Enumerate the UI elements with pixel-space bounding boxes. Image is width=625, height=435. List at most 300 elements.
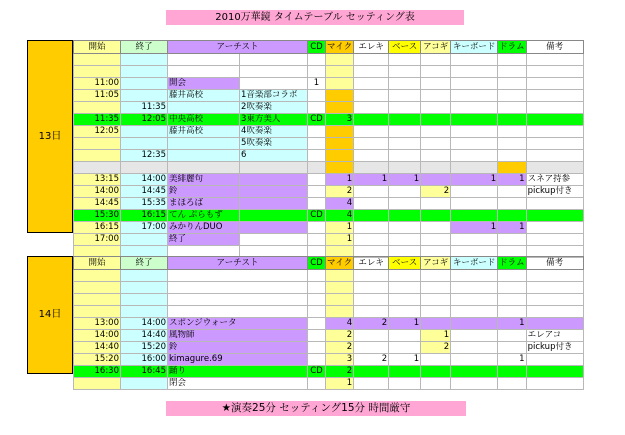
cell-electric[interactable] [354,378,389,390]
cell-bass[interactable] [389,54,421,66]
cell-drums[interactable] [498,330,526,342]
cell-electric[interactable] [354,222,389,234]
cell-electric[interactable] [354,330,389,342]
cell-notes[interactable] [526,198,583,210]
cell-artist[interactable] [168,66,240,78]
cell-start[interactable]: 15:20 [74,354,121,366]
cell-bass[interactable] [389,90,421,102]
cell-acoustic[interactable]: 2 [421,186,451,198]
cell-electric[interactable] [354,114,389,126]
cell-keyboard[interactable] [451,366,498,378]
cell-end[interactable]: 16:45 [121,366,168,378]
cell-drums[interactable] [498,210,526,222]
cell-acoustic[interactable] [421,162,451,174]
cell-artist[interactable]: kimagure.69 [168,354,308,366]
cell-end[interactable]: 12:35 [121,150,168,162]
cell-member[interactable]: 6 [240,150,308,162]
cell-start[interactable]: 14:40 [74,342,121,354]
cell-keyboard[interactable] [451,66,498,78]
cell-bass[interactable] [389,198,421,210]
cell-drums[interactable] [498,138,526,150]
cell-mic[interactable] [326,282,354,294]
cell-cd[interactable] [308,330,326,342]
cell-electric[interactable]: 1 [354,174,389,186]
cell-artist[interactable] [168,138,240,150]
cell-start[interactable]: 11:05 [74,90,121,102]
cell-mic[interactable] [326,102,354,114]
cell-end[interactable]: 16:15 [121,210,168,222]
cell-notes[interactable] [526,102,583,114]
cell-bass[interactable] [389,330,421,342]
cell-acoustic[interactable] [421,222,451,234]
cell-acoustic[interactable] [421,66,451,78]
cell-notes[interactable] [526,138,583,150]
cell-mic[interactable]: 2 [326,366,354,378]
cell-drums[interactable]: 1 [498,318,526,330]
cell-mic[interactable]: 3 [326,114,354,126]
cell-mic[interactable] [326,138,354,150]
cell-acoustic[interactable] [421,234,451,246]
cell-mic[interactable]: 4 [326,318,354,330]
cell-keyboard[interactable] [451,378,498,390]
cell-mic[interactable] [326,66,354,78]
cell-mic[interactable] [326,306,354,318]
cell-artist[interactable]: まほろば [168,198,240,210]
cell-drums[interactable] [498,54,526,66]
cell-drums[interactable] [498,282,526,294]
cell-cd[interactable] [308,90,326,102]
cell-member[interactable] [240,210,308,222]
cell-start[interactable] [74,162,121,174]
cell-acoustic[interactable] [421,318,451,330]
cell-start[interactable]: 11:00 [74,78,121,90]
cell-keyboard[interactable] [451,210,498,222]
cell-bass[interactable] [389,342,421,354]
cell-drums[interactable] [498,294,526,306]
cell-member[interactable]: 4吹奏楽 [240,126,308,138]
cell-acoustic[interactable] [421,366,451,378]
cell-acoustic[interactable] [421,210,451,222]
cell-member[interactable]: 5吹奏楽 [240,138,308,150]
cell-bass[interactable] [389,186,421,198]
cell-drums[interactable] [498,366,526,378]
cell-bass[interactable]: 1 [389,174,421,186]
cell-member[interactable] [240,66,308,78]
cell-bass[interactable] [389,102,421,114]
cell-start[interactable] [74,378,121,390]
cell-bass[interactable] [389,78,421,90]
cell-start[interactable]: 11:35 [74,114,121,126]
cell-electric[interactable] [354,282,389,294]
cell-start[interactable]: 14:00 [74,330,121,342]
cell-keyboard[interactable] [451,234,498,246]
cell-notes[interactable] [526,210,583,222]
cell-end[interactable] [121,138,168,150]
cell-notes[interactable] [526,354,583,366]
cell-acoustic[interactable] [421,306,451,318]
cell-notes[interactable] [526,306,583,318]
cell-bass[interactable]: 1 [389,354,421,366]
cell-start[interactable] [74,54,121,66]
cell-member[interactable] [240,186,308,198]
cell-acoustic[interactable] [421,114,451,126]
cell-electric[interactable] [354,54,389,66]
cell-member[interactable] [240,78,308,90]
cell-electric[interactable] [354,366,389,378]
cell-artist[interactable]: スポンジウォータ [168,318,308,330]
cell-drums[interactable] [498,126,526,138]
cell-cd[interactable]: 1 [308,78,326,90]
cell-electric[interactable] [354,78,389,90]
cell-notes[interactable] [526,222,583,234]
cell-acoustic[interactable] [421,354,451,366]
cell-keyboard[interactable] [451,270,498,282]
cell-keyboard[interactable] [451,162,498,174]
cell-end[interactable]: 17:00 [121,222,168,234]
cell-artist[interactable]: 藤井高校 [168,90,240,102]
cell-drums[interactable] [498,102,526,114]
cell-start[interactable] [74,282,121,294]
cell-artist[interactable]: 藤井高校 [168,126,240,138]
cell-electric[interactable] [354,150,389,162]
cell-end[interactable] [121,282,168,294]
cell-end[interactable]: 16:00 [121,354,168,366]
cell-electric[interactable] [354,270,389,282]
cell-start[interactable] [74,294,121,306]
cell-keyboard[interactable] [451,342,498,354]
cell-artist[interactable]: 中央高校 [168,114,240,126]
cell-start[interactable]: 16:30 [74,366,121,378]
cell-electric[interactable] [354,234,389,246]
cell-cd[interactable] [308,342,326,354]
cell-notes[interactable] [526,270,583,282]
cell-notes[interactable]: pickup付き [526,186,583,198]
cell-artist[interactable] [168,306,308,318]
cell-mic[interactable]: 3 [326,354,354,366]
cell-start[interactable]: 14:45 [74,198,121,210]
cell-mic[interactable]: 2 [326,342,354,354]
cell-acoustic[interactable] [421,90,451,102]
cell-keyboard[interactable] [451,102,498,114]
cell-bass[interactable] [389,378,421,390]
cell-bass[interactable] [389,294,421,306]
cell-drums[interactable] [498,378,526,390]
cell-end[interactable] [121,66,168,78]
cell-end[interactable]: 14:00 [121,174,168,186]
cell-cd[interactable]: CD [308,210,326,222]
cell-cd[interactable] [308,222,326,234]
cell-electric[interactable] [354,198,389,210]
cell-electric[interactable] [354,126,389,138]
cell-keyboard[interactable] [451,150,498,162]
cell-drums[interactable] [498,78,526,90]
cell-notes[interactable] [526,366,583,378]
cell-end[interactable]: 12:05 [121,114,168,126]
cell-drums[interactable] [498,234,526,246]
cell-artist[interactable]: 開会 [168,78,240,90]
cell-end[interactable] [121,126,168,138]
cell-mic[interactable] [326,54,354,66]
cell-cd[interactable]: CD [308,114,326,126]
cell-drums[interactable] [498,114,526,126]
cell-end[interactable]: 14:45 [121,186,168,198]
cell-cd[interactable] [308,306,326,318]
cell-keyboard[interactable] [451,114,498,126]
cell-artist[interactable] [168,294,308,306]
cell-start[interactable] [74,138,121,150]
cell-end[interactable] [121,378,168,390]
cell-drums[interactable]: 1 [498,222,526,234]
cell-keyboard[interactable] [451,306,498,318]
cell-mic[interactable]: 1 [326,174,354,186]
cell-artist[interactable]: 風物師 [168,330,308,342]
cell-acoustic[interactable] [421,270,451,282]
cell-notes[interactable] [526,90,583,102]
cell-bass[interactable] [389,222,421,234]
cell-drums[interactable] [498,270,526,282]
cell-drums[interactable]: 1 [498,354,526,366]
cell-member[interactable] [240,54,308,66]
cell-notes[interactable] [526,162,583,174]
cell-keyboard[interactable] [451,198,498,210]
cell-acoustic[interactable] [421,294,451,306]
cell-end[interactable] [121,78,168,90]
cell-start[interactable]: 15:30 [74,210,121,222]
cell-acoustic[interactable] [421,126,451,138]
cell-notes[interactable]: pickup付き [526,342,583,354]
cell-keyboard[interactable] [451,186,498,198]
cell-acoustic[interactable] [421,378,451,390]
cell-drums[interactable] [498,198,526,210]
cell-notes[interactable] [526,234,583,246]
cell-cd[interactable] [308,234,326,246]
cell-bass[interactable] [389,126,421,138]
cell-keyboard[interactable] [451,90,498,102]
cell-acoustic[interactable] [421,78,451,90]
cell-drums[interactable] [498,150,526,162]
cell-start[interactable] [74,270,121,282]
cell-end[interactable] [121,162,168,174]
cell-cd[interactable] [308,186,326,198]
cell-notes[interactable] [526,126,583,138]
cell-keyboard[interactable] [451,126,498,138]
cell-start[interactable]: 13:00 [74,318,121,330]
cell-keyboard[interactable] [451,78,498,90]
cell-electric[interactable] [354,210,389,222]
cell-member[interactable] [240,174,308,186]
cell-end[interactable] [121,54,168,66]
cell-drums[interactable]: 1 [498,174,526,186]
cell-keyboard[interactable] [451,138,498,150]
cell-cd[interactable] [308,378,326,390]
cell-start[interactable] [74,102,121,114]
cell-notes[interactable] [526,318,583,330]
cell-member[interactable]: 2吹奏楽 [240,102,308,114]
cell-acoustic[interactable] [421,54,451,66]
cell-cd[interactable] [308,66,326,78]
cell-bass[interactable] [389,210,421,222]
cell-cd[interactable] [308,126,326,138]
cell-notes[interactable] [526,54,583,66]
cell-artist[interactable]: 踊り [168,366,308,378]
cell-cd[interactable] [308,102,326,114]
cell-cd[interactable] [308,270,326,282]
cell-electric[interactable] [354,102,389,114]
cell-acoustic[interactable] [421,150,451,162]
cell-keyboard[interactable] [451,282,498,294]
cell-bass[interactable] [389,138,421,150]
cell-cd[interactable]: CD [308,366,326,378]
cell-artist[interactable]: てん ぷらもず [168,210,240,222]
cell-cd[interactable] [308,354,326,366]
cell-notes[interactable] [526,150,583,162]
cell-start[interactable]: 12:05 [74,126,121,138]
cell-cd[interactable] [308,54,326,66]
cell-member[interactable] [240,162,308,174]
cell-acoustic[interactable] [421,282,451,294]
cell-mic[interactable]: 1 [326,234,354,246]
cell-mic[interactable]: 1 [326,222,354,234]
cell-bass[interactable] [389,234,421,246]
cell-notes[interactable]: スネア持参 [526,174,583,186]
cell-end[interactable] [121,234,168,246]
cell-cd[interactable] [308,162,326,174]
cell-artist[interactable] [168,102,240,114]
cell-keyboard[interactable]: 1 [451,222,498,234]
cell-notes[interactable]: エレアコ [526,330,583,342]
cell-end[interactable] [121,90,168,102]
cell-electric[interactable] [354,138,389,150]
cell-artist[interactable]: 鈴 [168,342,308,354]
cell-member[interactable] [240,222,308,234]
cell-notes[interactable] [526,114,583,126]
cell-electric[interactable]: 2 [354,354,389,366]
cell-artist[interactable] [168,150,240,162]
cell-artist[interactable]: 美緋麗句 [168,174,240,186]
cell-electric[interactable] [354,342,389,354]
cell-start[interactable] [74,66,121,78]
cell-mic[interactable] [326,126,354,138]
cell-bass[interactable] [389,366,421,378]
cell-keyboard[interactable]: 1 [451,174,498,186]
cell-notes[interactable] [526,282,583,294]
cell-keyboard[interactable] [451,330,498,342]
cell-electric[interactable] [354,186,389,198]
cell-bass[interactable] [389,66,421,78]
cell-mic[interactable] [326,90,354,102]
cell-end[interactable]: 15:20 [121,342,168,354]
cell-mic[interactable] [326,270,354,282]
cell-drums[interactable] [498,162,526,174]
cell-keyboard[interactable] [451,354,498,366]
cell-start[interactable] [74,150,121,162]
cell-end[interactable]: 14:00 [121,318,168,330]
cell-cd[interactable] [308,198,326,210]
cell-bass[interactable] [389,282,421,294]
cell-end[interactable]: 11:35 [121,102,168,114]
cell-end[interactable]: 15:35 [121,198,168,210]
cell-artist[interactable]: 閉会 [168,378,308,390]
cell-start[interactable]: 16:15 [74,222,121,234]
cell-mic[interactable]: 2 [326,330,354,342]
cell-artist[interactable] [168,162,240,174]
cell-keyboard[interactable] [451,318,498,330]
cell-mic[interactable]: 4 [326,210,354,222]
cell-electric[interactable]: 2 [354,318,389,330]
cell-electric[interactable] [354,306,389,318]
cell-acoustic[interactable]: 2 [421,342,451,354]
cell-acoustic[interactable] [421,174,451,186]
cell-bass[interactable] [389,150,421,162]
cell-electric[interactable] [354,66,389,78]
cell-start[interactable] [74,306,121,318]
cell-cd[interactable] [308,174,326,186]
cell-bass[interactable] [389,270,421,282]
cell-keyboard[interactable] [451,294,498,306]
cell-artist[interactable]: 鈴 [168,186,240,198]
cell-notes[interactable] [526,66,583,78]
cell-mic[interactable] [326,150,354,162]
cell-member[interactable]: 3東方美人 [240,114,308,126]
cell-member[interactable] [240,234,308,246]
cell-start[interactable]: 17:00 [74,234,121,246]
cell-member[interactable]: 1音楽部コラボ [240,90,308,102]
cell-mic[interactable] [326,162,354,174]
cell-end[interactable] [121,270,168,282]
cell-start[interactable]: 14:00 [74,186,121,198]
cell-notes[interactable] [526,378,583,390]
cell-acoustic[interactable] [421,102,451,114]
cell-start[interactable]: 13:15 [74,174,121,186]
cell-artist[interactable] [168,270,308,282]
cell-mic[interactable] [326,294,354,306]
cell-drums[interactable] [498,306,526,318]
cell-member[interactable] [240,198,308,210]
cell-artist[interactable]: みかりんDUO [168,222,240,234]
cell-cd[interactable] [308,282,326,294]
cell-cd[interactable] [308,150,326,162]
cell-drums[interactable] [498,186,526,198]
cell-bass[interactable] [389,306,421,318]
cell-electric[interactable] [354,162,389,174]
cell-acoustic[interactable]: 1 [421,330,451,342]
cell-artist[interactable] [168,54,240,66]
cell-end[interactable] [121,294,168,306]
cell-cd[interactable] [308,294,326,306]
cell-mic[interactable]: 4 [326,198,354,210]
cell-keyboard[interactable] [451,54,498,66]
cell-drums[interactable] [498,66,526,78]
cell-drums[interactable] [498,342,526,354]
cell-cd[interactable] [308,138,326,150]
cell-electric[interactable] [354,294,389,306]
cell-bass[interactable] [389,114,421,126]
cell-mic[interactable]: 2 [326,186,354,198]
cell-acoustic[interactable] [421,198,451,210]
cell-electric[interactable] [354,90,389,102]
cell-cd[interactable] [308,318,326,330]
cell-artist[interactable] [168,282,308,294]
cell-drums[interactable] [498,90,526,102]
cell-notes[interactable] [526,78,583,90]
cell-end[interactable]: 14:40 [121,330,168,342]
cell-artist[interactable]: 終了 [168,234,240,246]
cell-bass[interactable]: 1 [389,318,421,330]
cell-notes[interactable] [526,294,583,306]
cell-bass[interactable] [389,162,421,174]
cell-acoustic[interactable] [421,138,451,150]
cell-mic[interactable] [326,78,354,90]
